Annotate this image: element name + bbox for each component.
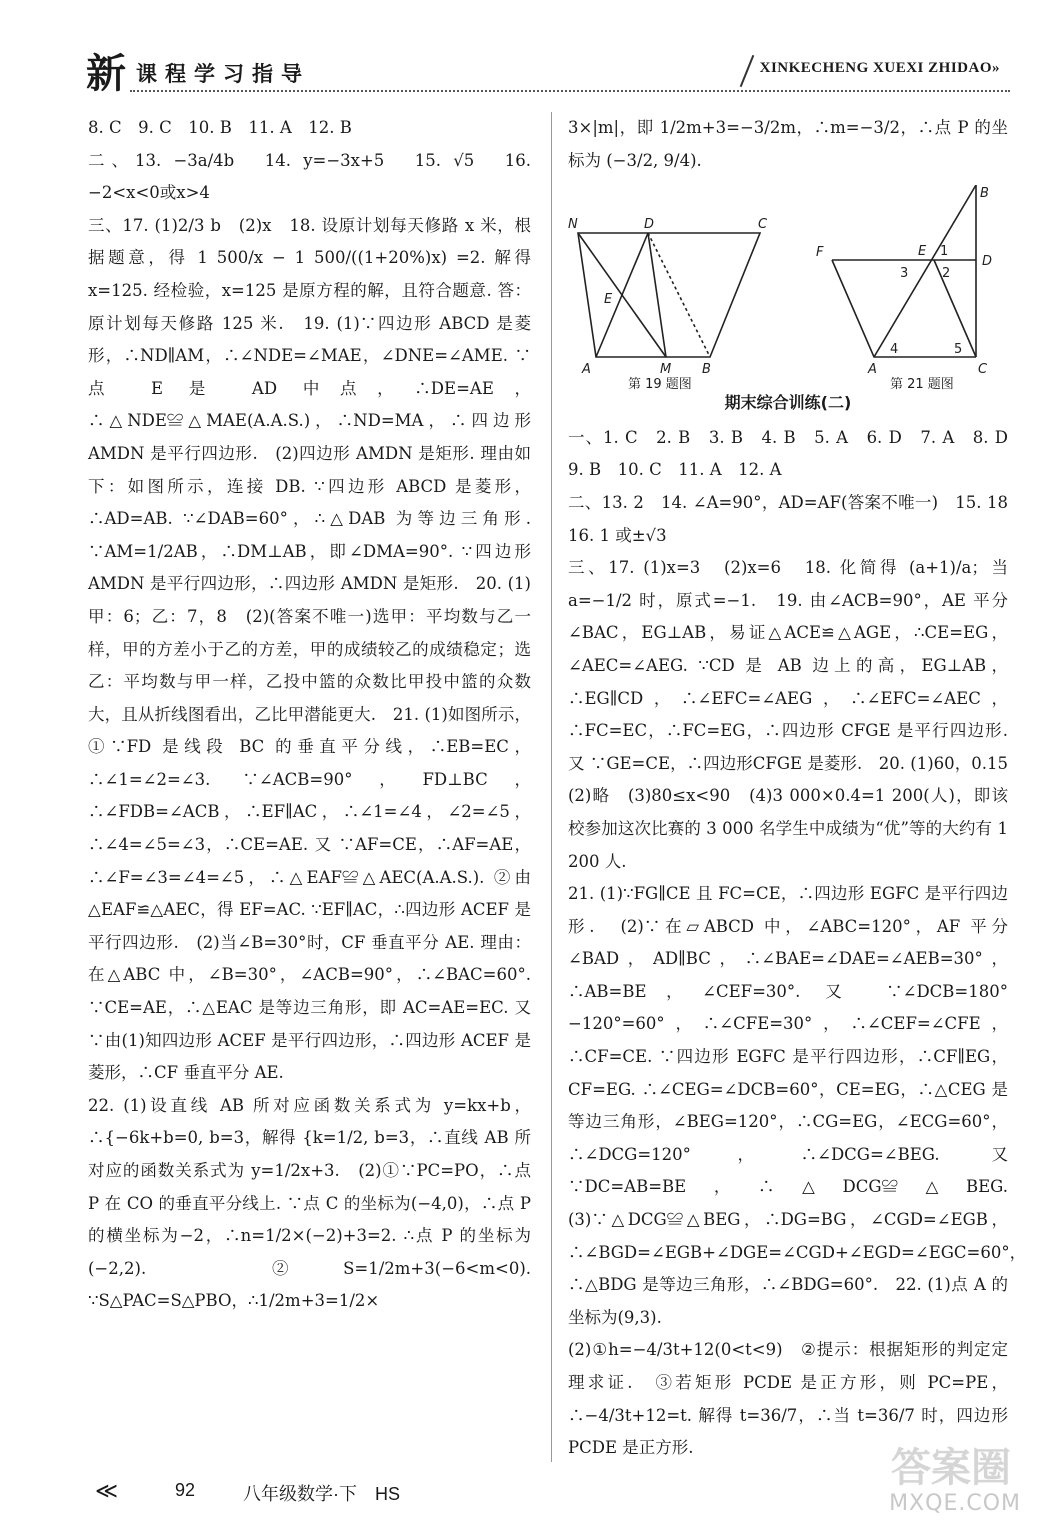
page-header bbox=[70, 40, 1010, 100]
fig-label: 1 bbox=[940, 244, 949, 260]
fig-label: M bbox=[660, 362, 672, 378]
answer-paragraph: 8. C 9. C 10. B 11. A 12. B bbox=[88, 118, 352, 137]
geometry-figures bbox=[568, 185, 1008, 385]
answer-paragraph: 3×|m|，即 1/2m+3=−3/2m，∴m=−3/2，∴点 P 的坐标为 (−3/2, 9/4). bbox=[568, 118, 1008, 170]
page-footer bbox=[95, 1478, 695, 1508]
answer-paragraph: 三、17. (1)x=3 (2)x=6 18. 化简得 (a+1)/a；当 a=−1/2 时，原式=−1. 19. 由∠ACB=90°，AE 平分∠BAC，EG⊥AB，易证△ACE≌△AGE，∴CE=EG，∠AEC=∠AEG. ∵CD 是 AB 边上的高，EG⊥AB，∴EG∥CD，∴∠EFC=∠AEG，∴∠EFC=∠AEC，∴FC=EC，∴FC=EG，∴四边形 CFGE 是平行四边形. 又 ∵GE=CE，∴四边形CFGE 是菱形. 20. (1)60，0.15 (2)略 (3)80≤x<90 (4)3 000×0.4=1 200(人)，即该校参加这次比赛的 3 000 名学生中成绩为“优”等的大约有 1 200 人. bbox=[568, 558, 1025, 871]
chevrons-icon: » bbox=[992, 60, 1000, 76]
fig-label: F bbox=[816, 245, 824, 261]
header-logo: 新 bbox=[86, 51, 126, 97]
fig-label: E bbox=[918, 244, 927, 260]
figure-21-caption: 第 21 题图 bbox=[890, 377, 954, 393]
fig-label: D bbox=[644, 217, 655, 233]
fig-label: D bbox=[982, 254, 993, 270]
fig-label: C bbox=[978, 362, 988, 378]
double-chevron-left-icon: ≪ bbox=[95, 1478, 119, 1503]
answer-paragraph: 一、1. C 2. B 3. B 4. B 5. A 6. D 7. A 8. D 9. B 10. C 11. A 12. A bbox=[568, 427, 1025, 480]
fig-label: A bbox=[582, 362, 591, 378]
column-divider bbox=[551, 112, 552, 1462]
book-title: 八年级数学·下 HS bbox=[243, 1484, 400, 1504]
answer-paragraph: 21. (1)∵FG∥CE 且 FC=CE，∴四边形 EGFC 是平行四边形. (2)∵在▱ABCD 中，∠ABC=120°，AF 平分∠BAD，AD∥BC，∴∠BAE=∠DAE=∠AEB=30°，∴AB=BE，∠CEF=30°. 又 ∵∠DCB=180°−120°=60°，∴∠CFE=30°，∴∠CEF=∠CFE，∴CF=CE. ∵四边形 EGFC 是平行四边形，∴CF∥EG，CF=EG. ∴∠CEG=∠DCB=60°，CE=EG，∴△CEG 是等边三角形，∠BEG=120°，∴CG=EG，∠ECG=60°，∴∠DCG=120°，∴∠DCG=∠BEG. 又 ∵DC=AB=BE，∴△DCG≌△BEG. (3)∵△DCG≌△BEG，∴DG=BG，∠CGD=∠EGB，∴∠BGD=∠EGB+∠DGE=∠CGD+∠EGD=∠EGC=60°，∴△BDG 是等边三角形，∴∠BDG=60°. 22. (1)点 A 的坐标为(9,3). bbox=[568, 884, 1027, 1327]
fig-label: 3 bbox=[900, 266, 909, 282]
fig-label: N bbox=[568, 217, 578, 233]
header-title: 课程学习指导 bbox=[136, 62, 310, 86]
right-column bbox=[568, 112, 1027, 1465]
figure-21-labels bbox=[816, 186, 992, 377]
fig-label: 4 bbox=[890, 342, 899, 358]
fig-label: E bbox=[604, 292, 613, 308]
answer-paragraph: (2)①h=−4/3t+12(0<t<9) ②提示：根据矩形的判定定理求证. ③若矩形 PCDE 是正方形，则 PC=PE，∴−4/3t+12=t. 解得 t=36/7，∴当 t=36/7 时，四边形 PCDE 是正方形. bbox=[568, 1340, 1008, 1458]
fig-label: B bbox=[702, 362, 711, 378]
figure-19-caption: 第 19 题图 bbox=[628, 377, 692, 393]
fig-label: A bbox=[868, 362, 877, 378]
header-subtitle: XINKECHENG XUEXI ZHIDAO» bbox=[759, 60, 1000, 76]
answer-paragraph: 二、13. 2 14. ∠A=90°，AD=AF(答案不唯一) 15. 18 16. 1 或±√3 bbox=[568, 492, 1025, 545]
figure-row bbox=[568, 185, 1008, 393]
watermark bbox=[871, 1436, 1021, 1516]
watermark-logo: 答案圈 bbox=[891, 1445, 1011, 1491]
section-title: 期末综合训练(二) bbox=[724, 393, 852, 413]
watermark-site: MXQE.COM bbox=[889, 1491, 1021, 1516]
answer-paragraph: 二、13. −3a/4b 14. y=−3x+5 15. √5 16. −2<x<0或x>4 bbox=[88, 150, 531, 203]
page-number: 92 bbox=[175, 1480, 196, 1500]
fig-label: 5 bbox=[954, 342, 963, 358]
answer-paragraph: 22. (1)设直线 AB 所对应函数关系式为 y=kx+b，∴{−6k+b=0, b=3，解得 {k=1/2, b=3，∴直线 AB 所对应的函数关系式为 y=1/2x+3. (2)①∵PC=PO，∴点 P 在 CO 的垂直平分线上. ∵点 C 的坐标为(−4,0)，∴点 P 的横坐标为−2，∴n=1/2×(−2)+3=2. ∴点 P 的坐标为(−2,2). ②S=1/2m+3(−6<m<0). ∵S△PAC=S△PBO，∴1/2m+3=1/2× bbox=[88, 1095, 531, 1311]
fig-label: 2 bbox=[942, 266, 951, 282]
fig-label: C bbox=[758, 217, 768, 233]
header-dotted-rule bbox=[130, 90, 1010, 92]
fig-label: B bbox=[980, 186, 989, 202]
left-column bbox=[88, 112, 531, 1318]
header-divider bbox=[740, 55, 755, 87]
answer-paragraph: 三、17. (1)2/3 b (2)x 18. 设原计划每天修路 x 米，根据题意，得 1 500/x − 1 500/((1+20%)x) =2. 解得 x=125. 经检验，x=125 是原方程的解，且符合题意. 答：原计划每天修路 125 米. 19. (1)∵四边形 ABCD 是菱形，∴ND∥AM，∴∠NDE=∠MAE，∠DNE=∠AME. ∵点 E 是 AD 中点，∴DE=AE，∴△NDE≌△MAE(A.A.S.)，∴ND=MA，∴四边形 AMDN 是平行四边形. (2)四边形 AMDN 是矩形. 理由如下：如图所示，连接 DB. ∵四边形 ABCD 是菱形，∴AD=AB. ∵∠DAB=60°，∴△DAB 为等边三角形. ∵AM=1/2AB，∴DM⊥AB，即∠DMA=90°. ∵四边形 AMDN 是平行四边形，∴四边形 AMDN 是矩形. 20. (1)甲：6；乙：7，8 (2)(答案不唯一)选甲：平均数与乙一样，甲的方差小于乙的方差，甲的成绩较乙的成绩稳定；选乙：平均数与甲一样，乙投中篮的众数比甲投中篮的众数大，且从折线图看出，乙比甲潜能更大. 21. (1)如图所示，①∵FD 是线段 BC 的垂直平分线，∴EB=EC，∴∠1=∠2=∠3. ∵∠ACB=90°，FD⊥BC，∴∠FDB=∠ACB，∴EF∥AC，∴∠1=∠4，∠2=∠5，∴∠4=∠5=∠3，∴CE=AE. 又 ∵AF=CE，∴AF=AE，∴∠F=∠3=∠4=∠5，∴△EAF≌△AEC(A.A.S.). ②由△EAF≌△AEC，得 EF=AC. ∵EF∥AC，∴四边形 ACEF 是平行四边形. (2)当∠B=30°时，CF 垂直平分 AE. 理由：在△ABC 中，∠B=30°，∠ACB=90°，∴∠BAC=60°. ∵CE=AE，∴△EAC 是等边三角形，即 AC=AE=EC. 又 ∵由(1)知四边形 ACEF 是平行四边形，∴四边形 ACEF 是菱形，∴CF 垂直平分 AE. bbox=[88, 215, 531, 1083]
